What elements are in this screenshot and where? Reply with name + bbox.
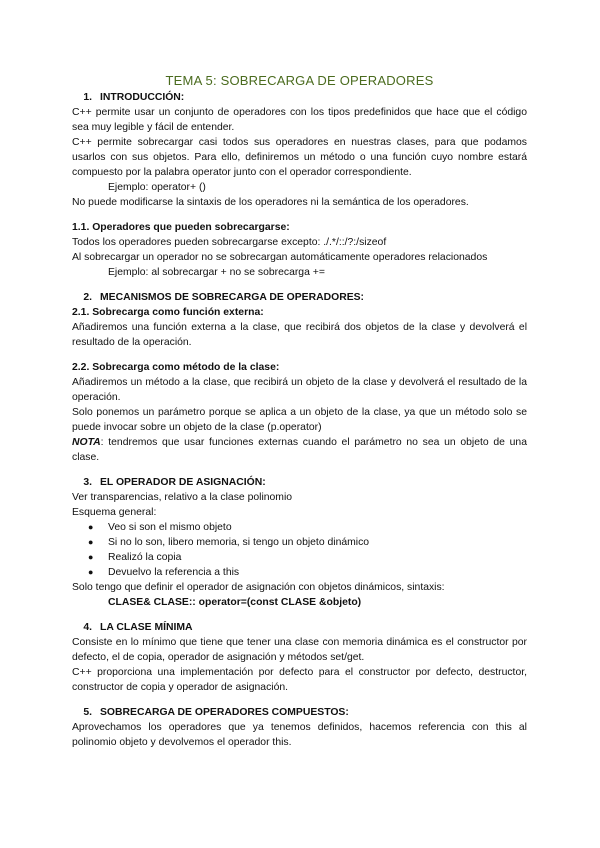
list-item-text: Devuelvo la referencia a this <box>108 567 240 578</box>
list-item <box>72 565 527 580</box>
note-text: : tendremos que usar funciones externas cuando el parámetro no sea un objeto de una clase. <box>72 437 527 463</box>
list-item <box>72 535 527 550</box>
section-2-1-paragraph-1: Añadiremos una función externa a la clase, que recibirá dos objetos de la clase y devolverá el resultado de la operación. <box>72 322 527 348</box>
section-3-paragraph-1: Ver transparencias, relativo a la clase polinomio <box>72 492 293 503</box>
bullet-icon: ● <box>88 552 94 562</box>
list-item-text: Realizó la copia <box>108 552 182 563</box>
document-page <box>72 72 527 750</box>
section-1-1-heading: 1.1. Operadores que pueden sobrecargarse: <box>72 222 290 233</box>
note-label: NOTA <box>72 437 101 448</box>
section-1-paragraph-1: C++ permite usar un conjunto de operadores con los tipos predefinidos que hace que el código sea muy legible y fácil de entender. <box>72 107 527 133</box>
section-2-2-note <box>72 435 527 465</box>
document-title: TEMA 5: SOBRECARGA DE OPERADORES <box>165 73 434 88</box>
section-3-heading <box>72 475 527 490</box>
section-1-title: INTRODUCCIÓN: <box>100 92 185 103</box>
section-5-title: SOBRECARGA DE OPERADORES COMPUESTOS: <box>100 707 349 718</box>
section-1-1-example: Ejemplo: al sobrecargar + no se sobrecarga += <box>108 267 325 278</box>
list-item <box>72 520 527 535</box>
bullet-icon: ● <box>88 522 94 532</box>
section-2-title: MECANISMOS DE SOBRECARGA DE OPERADORES: <box>100 292 365 303</box>
list-item-text: Si no lo son, libero memoria, si tengo un objeto dinámico <box>108 537 370 548</box>
section-1-1-paragraph-1: Todos los operadores pueden sobrecargarse excepto: ./.*/::/?:/sizeof <box>72 237 387 248</box>
section-1-example: Ejemplo: operator+ () <box>108 182 206 193</box>
section-4-paragraph-2: C++ proporciona una implementación por defecto para el constructor por defecto, destructor, constructor de copia y operador de asignación. <box>72 667 527 693</box>
section-3-paragraph-2: Esquema general: <box>72 507 157 518</box>
section-3-paragraph-3: Solo tengo que definir el operador de asignación con objetos dinámicos, sintaxis: <box>72 582 445 593</box>
section-2-2-paragraph-2: Solo ponemos un parámetro porque se aplica a un objeto de la clase, ya que un método solo se puede invocar sobre un objeto de la clase (p.operator) <box>72 407 527 433</box>
section-5-number: 5. <box>83 707 92 718</box>
bullet-icon: ● <box>88 567 94 577</box>
section-4-title: LA CLASE MÍNIMA <box>100 622 193 633</box>
section-1-paragraph-2: C++ permite sobrecargar casi todos sus operadores en nuestras clases, para que podamos usarlos con sus objetos. Para ello, definiremos un método o una función cuyo nombre estará compuesto por la palabra operator junto con el operador correspondiente. <box>72 137 527 178</box>
section-3-title: EL OPERADOR DE ASIGNACIÓN: <box>100 477 266 488</box>
section-1-heading <box>72 90 527 105</box>
section-1-number: 1. <box>83 92 92 103</box>
section-2-number: 2. <box>83 292 92 303</box>
section-4-heading <box>72 620 527 635</box>
section-3-number: 3. <box>83 477 92 488</box>
section-4-paragraph-1: Consiste en lo mínimo que tiene que tener una clase con memoria dinámica es el constructor por defecto, el de copia, operador de asignación y métodos set/get. <box>72 637 527 663</box>
section-4-number: 4. <box>83 622 92 633</box>
section-5-paragraph-1: Aprovechamos los operadores que ya tenemos definidos, hacemos referencia con this al polinomio objeto y devolvemos el operador this. <box>72 722 527 748</box>
section-1-paragraph-3: No puede modificarse la sintaxis de los operadores ni la semántica de los operadores. <box>72 197 469 208</box>
section-2-2-heading: 2.2. Sobrecarga como método de la clase: <box>72 362 280 373</box>
section-2-2-paragraph-1: Añadiremos un método a la clase, que recibirá un objeto de la clase y devolverá el resultado de la operación. <box>72 377 527 403</box>
section-3-bullet-list <box>72 520 527 580</box>
section-2-heading <box>72 290 527 305</box>
list-item <box>72 550 527 565</box>
bullet-icon: ● <box>88 537 94 547</box>
list-item-text: Veo si son el mismo objeto <box>108 522 232 533</box>
section-1-1-paragraph-2: Al sobrecargar un operador no se sobrecargan automáticamente operadores relacionados <box>72 252 488 263</box>
section-5-heading <box>72 705 527 720</box>
section-2-1-heading: 2.1. Sobrecarga como función externa: <box>72 307 264 318</box>
section-3-code-syntax: CLASE& CLASE:: operator=(const CLASE &objeto) <box>108 597 362 608</box>
